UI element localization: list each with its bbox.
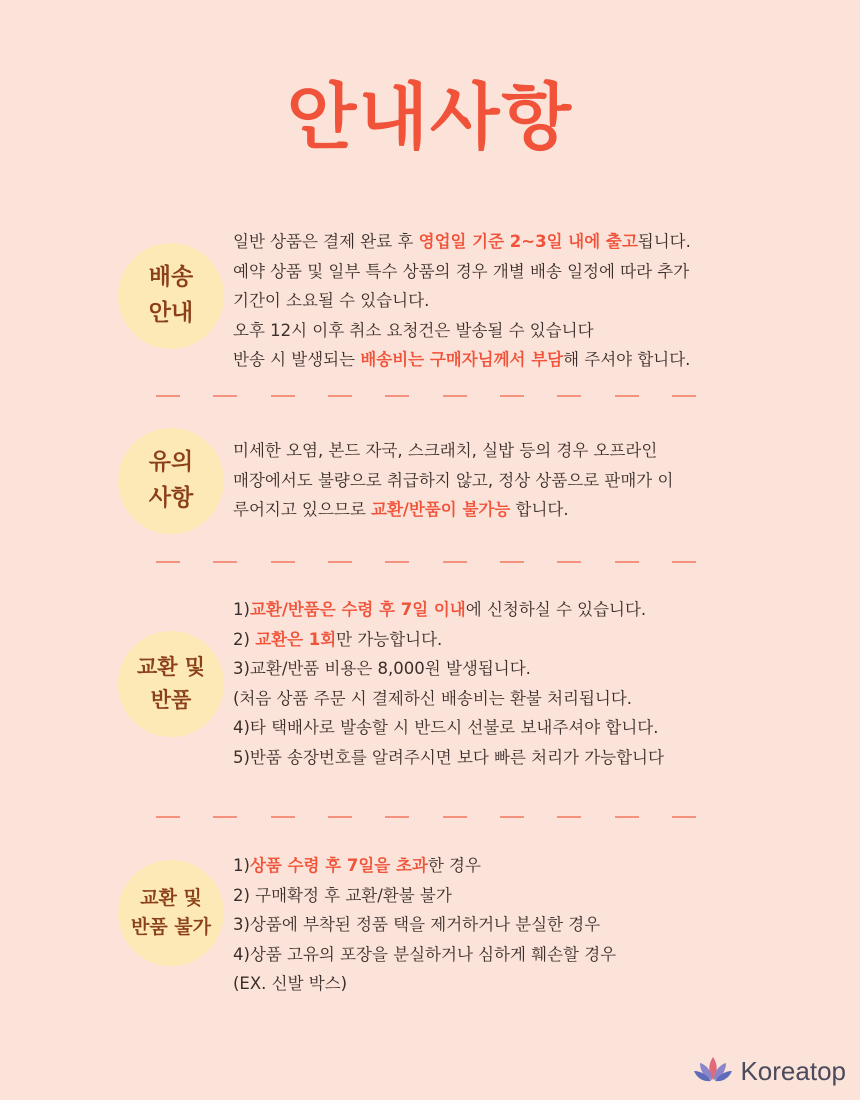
badge-label: 사항: [148, 485, 194, 511]
text-line: [233, 286, 713, 316]
dash: [156, 561, 180, 563]
dash: [557, 561, 581, 563]
dash: [615, 395, 639, 397]
text-segment: 됩니다.: [637, 232, 691, 251]
text-segment: 2): [233, 629, 256, 649]
badge-exchange-return: [118, 631, 224, 737]
text-line: [233, 743, 713, 773]
brand-name: Koreatop: [740, 1055, 846, 1086]
text-segment: 미세한 오염, 본드 자국, 스크래치, 실밥 등의 경우 오프라인: [233, 441, 658, 460]
text-line: [233, 654, 713, 684]
dash: [615, 561, 639, 563]
badge-label: 안내: [148, 300, 194, 326]
dash: [156, 395, 180, 397]
text-segment: 합니다.: [510, 500, 569, 519]
dash: [443, 816, 467, 818]
dash: [385, 561, 409, 563]
text-line: [233, 495, 713, 525]
badge-label: 유의: [148, 449, 194, 476]
text-line: [233, 881, 713, 911]
dash: [385, 395, 409, 397]
text-segment: 루어지고 있으므로: [233, 500, 372, 519]
text-line: [233, 625, 713, 655]
text-segment: 반송 시 발생되는: [233, 350, 361, 369]
section-divider: [156, 816, 696, 818]
text-segment: 3)교환/반품 비용은 8,000원 발생됩니다.: [233, 659, 531, 678]
text-line: [233, 436, 713, 466]
dash: [557, 816, 581, 818]
text-segment: (EX. 신발 박스): [233, 974, 348, 993]
badge-label: 교환 및: [140, 886, 202, 909]
dash: [443, 395, 467, 397]
dash: [328, 395, 352, 397]
text-line: [233, 940, 713, 970]
text-line: [233, 851, 713, 881]
text-segment: 4)타 택배사로 발송할 시 반드시 선불로 보내주셔야 합니다.: [233, 718, 659, 737]
dash: [213, 816, 237, 818]
text-line: [233, 595, 713, 625]
dash: [213, 395, 237, 397]
dash: [615, 816, 639, 818]
dash: [557, 395, 581, 397]
exchange-return-text: [233, 595, 713, 772]
text-segment: 예약 상품 및 일부 특수 상품의 경우 개별 배송 일정에 따라 추가: [233, 261, 690, 281]
text-segment: 만 가능합니다.: [336, 629, 443, 649]
text-segment: 3)상품에 부착된 정품 택을 제거하거나 분실한 경우: [233, 915, 601, 934]
dash: [672, 816, 696, 818]
badge-shipping-info: [118, 243, 224, 349]
badge-label: 교환 및: [136, 655, 206, 680]
text-line: [233, 227, 713, 257]
dash: [500, 561, 524, 563]
text-segment: 2) 구매확정 후 교환/환불 불가: [233, 885, 452, 905]
dash: [385, 816, 409, 818]
dash: [443, 561, 467, 563]
dash: [213, 561, 237, 563]
dash: [500, 816, 524, 818]
dash: [271, 395, 295, 397]
text-line: [233, 345, 713, 375]
text-line: [233, 684, 713, 714]
text-segment: 에 신청하실 수 있습니다.: [465, 600, 647, 619]
badge-label: 반품 불가: [130, 916, 212, 938]
section-divider: [156, 395, 696, 397]
highlighted-text: 영업일 기준 2~3일 내에 출고: [418, 232, 638, 251]
highlighted-text: 배송비는 구매자님께서 부담: [360, 350, 564, 369]
brand-logo: [692, 1054, 846, 1088]
badge-no-exchange-return: [118, 860, 224, 966]
shipping-info-text: [233, 227, 713, 375]
caution-text: [233, 436, 713, 525]
highlighted-text: 교환/반품은 수령 후 7일 이내: [249, 600, 466, 619]
text-segment: 오후 12시 이후 취소 요청건은 발송될 수 있습니다: [233, 320, 594, 340]
section-divider: [156, 561, 696, 563]
highlighted-text: 상품 수령 후 7일을 초과: [249, 856, 428, 875]
dash: [328, 816, 352, 818]
text-segment: 한 경우: [427, 856, 481, 875]
text-line: [233, 466, 713, 496]
text-line: [233, 969, 713, 999]
text-segment: 해 주셔야 합니다.: [563, 350, 691, 369]
text-segment: 기간이 소요될 수 있습니다.: [233, 291, 430, 310]
dash: [271, 561, 295, 563]
lotus-icon: [692, 1054, 734, 1088]
badge-caution: [118, 428, 224, 534]
dash: [672, 395, 696, 397]
dash: [271, 816, 295, 818]
text-line: [233, 316, 713, 346]
dash: [328, 561, 352, 563]
dash: [500, 395, 524, 397]
badge-label: 배송: [148, 264, 194, 291]
highlighted-text: 교환/반품이 불가능: [371, 500, 511, 519]
dash: [672, 561, 696, 563]
page-title: 안내사항: [286, 75, 574, 159]
text-line: [233, 713, 713, 743]
text-segment: 5)반품 송장번호를 알려주시면 보다 빠른 처리가 가능합니다: [233, 747, 664, 767]
text-segment: 매장에서도 불량으로 취급하지 않고, 정상 상품으로 판매가 이: [233, 470, 674, 490]
text-line: [233, 257, 713, 287]
text-segment: 1): [233, 600, 250, 619]
highlighted-text: 교환은 1회: [255, 629, 337, 649]
dash: [156, 816, 180, 818]
text-segment: 일반 상품은 결제 완료 후: [233, 232, 419, 251]
text-segment: 1): [233, 856, 250, 875]
text-segment: (처음 상품 주문 시 결제하신 배송비는 환불 처리됩니다.: [233, 688, 633, 708]
badge-label: 반품: [150, 688, 192, 712]
text-line: [233, 910, 713, 940]
text-segment: 4)상품 고유의 포장을 분실하거나 심하게 훼손할 경우: [233, 944, 617, 964]
no-exchange-return-text: [233, 851, 713, 999]
